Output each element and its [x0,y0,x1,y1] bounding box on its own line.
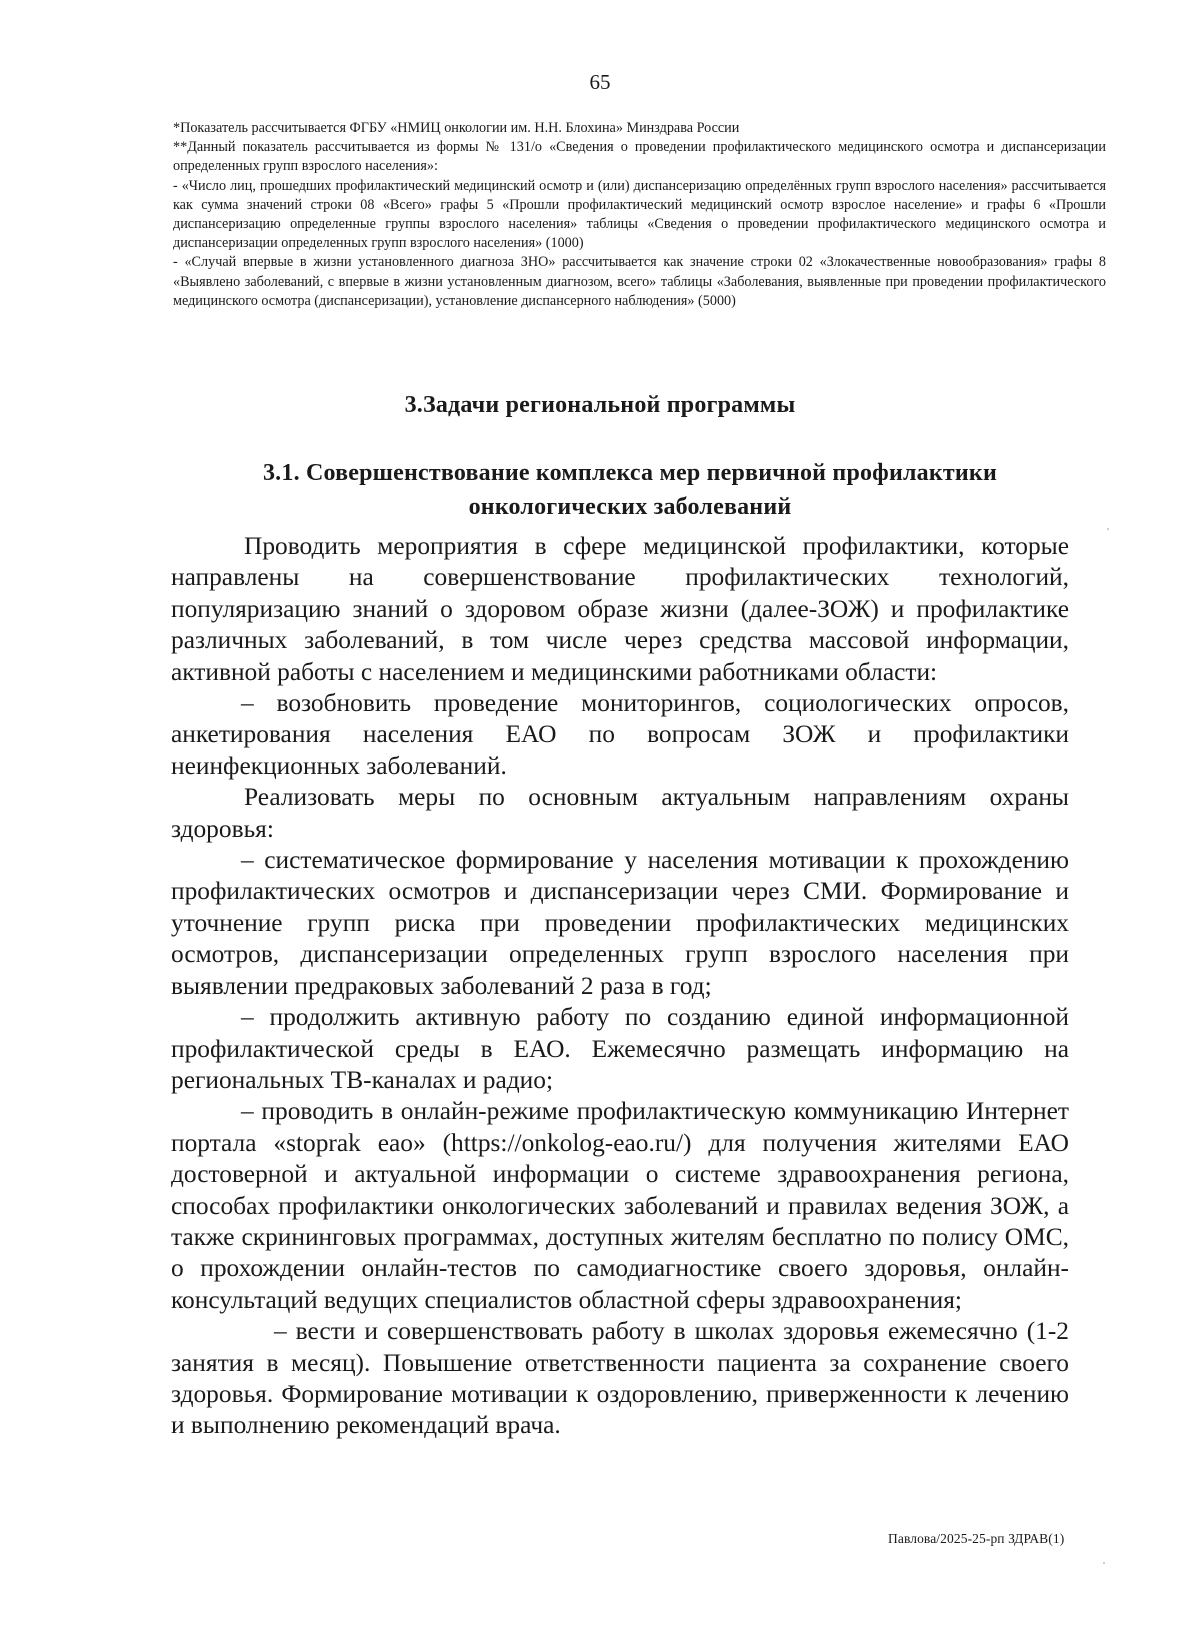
page-number: 65 [589,70,611,94]
section-title: 3.Задачи региональной программы [404,392,796,418]
body-text [171,531,1069,1442]
scan-speck [1107,528,1109,530]
list-item-health-schools: – вести и совершенствовать работу в школах здоровья ежемесячно (1-2 занятия в месяц). Повышение ответственности пациента за сохранение своего здоровья. Формирование мотивации к оздоровлению, приверженности к лечению и выполнению рекомендаций врача. [171,1317,1069,1440]
footer-document-code: Павлова/2025-25-рп ЗДРАВ(1) [888,1531,1065,1546]
scan-speck [1103,1562,1105,1564]
subsection-title: 3.1. Совершенствование комплекса мер первичной профилактики онкологических заболеваний [262,460,997,520]
footnote-double-asterisk: **Данный показатель рассчитывается из формы № 131/о «Сведения о проведении профилактического медицинского осмотра и диспансеризации определенных групп взрослого населения»: [173,139,1106,175]
list-item-info-environment: – продолжить активную работу по созданию единой информационной профилактической среды в ЕАО. Ежемесячно размещать информацию на региональных ТВ-каналах и радио; [171,1003,1069,1094]
list-item-online-portal: – проводить в онлайн-режиме профилактическую коммуникацию Интернет портала «stoprak eao» (https://onkolog-eao.ru/) для получения жителями ЕАО достоверной и актуальной информации о системе здравоохранения региона, способах профилактики онкологических заболеваний и правилах ведения ЗОЖ, а также скрининговых программах, доступных жителям бесплатно по полису ОМС, о прохождении онлайн-тестов по самодиагностике своего здоровья, онлайн-консультаций ведущих специалистов областной сферы здравоохранения; [171,1097,1069,1314]
footnote-item-cancer-cases: - «Случай впервые в жизни установленного диагноза ЗНО» рассчитывается как значение строки 02 «Злокачественные новообразования» графы 8 «Выявлено заболеваний, с впервые в жизни установленным диагнозом, всего» таблицы «Заболевания, выявленные при проведении профилактического медицинского осмотра (диспансеризации), установление диспансерного наблюдения» (5000) [173,254,1106,309]
paragraph-measures: Реализовать меры по основным актуальным направлениям охраны здоровья: [171,783,1069,843]
footnote-item-screening-count: - «Число лиц, прошедших профилактический медицинский осмотр и (или) диспансеризацию определённых групп взрослого населения» рассчитывается как сумма значений строки 08 «Всего» графы 5 «Прошли профилактический медицинский осмотр взрослое население» и графы 6 «Прошли диспансеризацию определенные группы взрослого населения» таблицы «Сведения о проведении профилактического медицинского осмотра и диспансеризации определенных групп взрослого населения» (1000) [173,177,1106,252]
footnotes [173,119,1106,311]
list-item-monitoring: – возобновить проведение мониторингов, социологических опросов, анкетирования населения ЕАО по вопросам ЗОЖ и профилактики неинфекционных заболеваний. [171,689,1069,780]
paragraph-intro: Проводить мероприятия в сфере медицинской профилактики, которые направлены на совершенствование профилактических технологий, популяризацию знаний о здоровом образе жизни (далее-ЗОЖ) и профилактике различных заболеваний, в том числе через средства массовой информации, активной работы с населением и медицинскими работниками области: [171,532,1069,686]
list-item-motivation: – систематическое формирование у населения мотивации к прохождению профилактических осмотров и диспансеризации через СМИ. Формирование и уточнение групп риска при проведении профилактических медицинских осмотров, диспансеризации определенных групп взрослого населения при выявлении предраковых заболеваний 2 раза в год; [171,846,1069,1000]
footnote-single-asterisk: *Показатель рассчитывается ФГБУ «НМИЦ онкологии им. Н.Н. Блохина» Минздрава России [173,120,740,136]
